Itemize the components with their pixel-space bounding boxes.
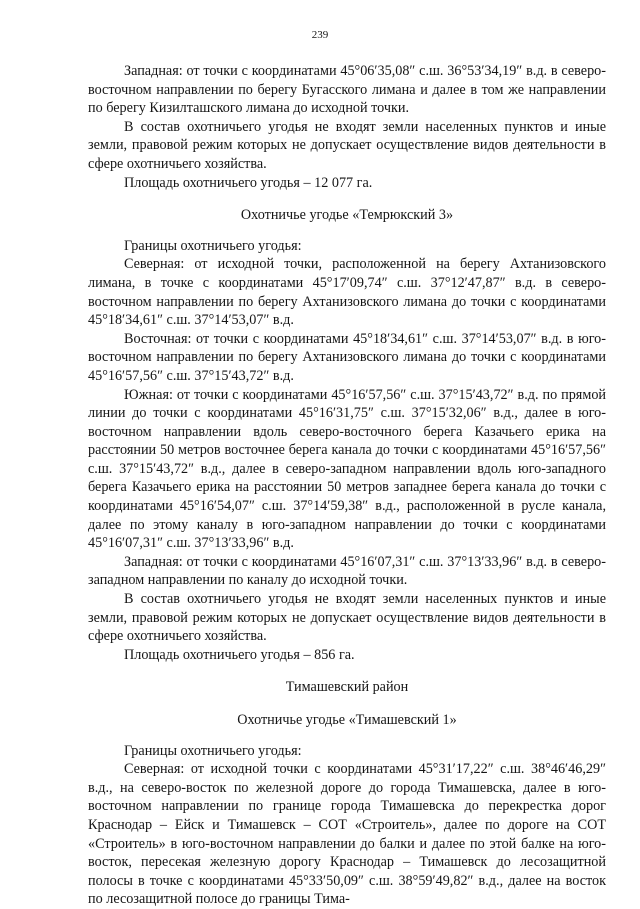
paragraph-east-boundary: Восточная: от точки с координатами 45°18′34,61″ с.ш. 37°14′53,07″ в.д. в юго-восточном направлении по берегу Ахтанизовского лимана до точки с координатами 45°16′57,56″ с.ш. 37°15′43,72″ в.д. (88, 330, 606, 384)
paragraph-exclusion-note: В состав охотничьего угодья не входят земли населенных пунктов и иные земли, правовой режим которых не допускает осуществление видов деятельности в сфере охотничьего хозяйства. (88, 118, 606, 172)
paragraph-boundaries-label: Границы охотничьего угодья: (124, 237, 302, 254)
paragraph-exclusion-note: В состав охотничьего угодья не входят земли населенных пунктов и иные земли, правовой режим которых не допускает осуществление видов деятельности в сфере охотничьего хозяйства. (88, 591, 606, 645)
district-heading-timashevsk: Тимашевский район (285, 679, 409, 696)
paragraph-area: Площадь охотничьего угодья – 12 077 га. (124, 174, 373, 191)
document-body (88, 62, 606, 909)
section-heading-timashevsk-1: Охотничье угодье «Тимашевский 1» (237, 712, 457, 728)
paragraph-north-boundary: Северная: от исходной точки с координатами 45°31′17,22″ с.ш. 38°46′46,29″ в.д., на северо-восток по железной дороге до города Тимашевска, далее в юго-восточном направлении по границе города Тимашевска до перекрестка дорог Краснодар – Ейск и Тимашевск – СОТ «Строитель», далее по дороге на СОТ «Строитель» в юго-восточном направлении до балки и далее по этой балке на юго-восток, пересекая железную дорогу Краснодар – Тимашевск до лесозащитной полосы в точке с координатами 45°33′50,09″ с.ш. 38°59′49,82″ в.д., далее на восток по лесозащитной полосе до границы Тима- (88, 761, 606, 908)
paragraph-west-boundary: Западная: от точки с координатами 45°06′35,08″ с.ш. 36°53′34,19″ в.д. в северо-восточном направлении по берегу Бугасского лимана и далее в том же направлении по берегу Кизилташского лимана до исходной точки. (88, 63, 606, 117)
paragraph-south-boundary: Южная: от точки с координатами 45°16′57,56″ с.ш. 37°15′43,72″ в.д. по прямой линии до точки с координатами 45°16′31,75″ с.ш. 37°15′32,06″ в.д., далее в юго-восточном направлении вдоль северо-восточного берега Казачьего ерика на расстоянии 50 метров восточнее берега канала до точки с координатами 45°16′57,56″ с.ш. 37°15′43,72″ в.д., далее в северо-западном направлении вдоль юго-западного берега Казачьего ерика на расстоянии 50 метров западнее берега канала до точки с координатами 45°16′54,07″ с.ш. 37°14′59,38″ в.д., расположенной в русле канала, далее по этому каналу в юго-западном направлении до точки с координатами 45°16′07,31″ с.ш. 37°13′33,96″ в.д. (88, 386, 606, 552)
paragraph-area: Площадь охотничьего угодья – 856 га. (124, 646, 355, 663)
section-heading-temryuk-3: Охотничье угодье «Темрюкский 3» (240, 207, 454, 224)
paragraph-west-boundary: Западная: от точки с координатами 45°16′07,31″ с.ш. 37°13′33,96″ в.д. в северо-западном направлении по каналу до исходной точки. (88, 553, 606, 589)
paragraph-boundaries-label: Границы охотничьего угодья: (124, 742, 302, 759)
page-number: 239 (311, 29, 329, 41)
paragraph-north-boundary: Северная: от исходной точки, расположенной на берегу Ахтанизовского лимана, в точке с координатами 45°17′09,74″ с.ш. 37°12′47,87″ в.д. в северо-восточном направлении по берегу Ахтанизовского лимана до точки с координатами 45°18′34,61″ с.ш. 37°14′53,07″ в.д. (88, 256, 606, 329)
